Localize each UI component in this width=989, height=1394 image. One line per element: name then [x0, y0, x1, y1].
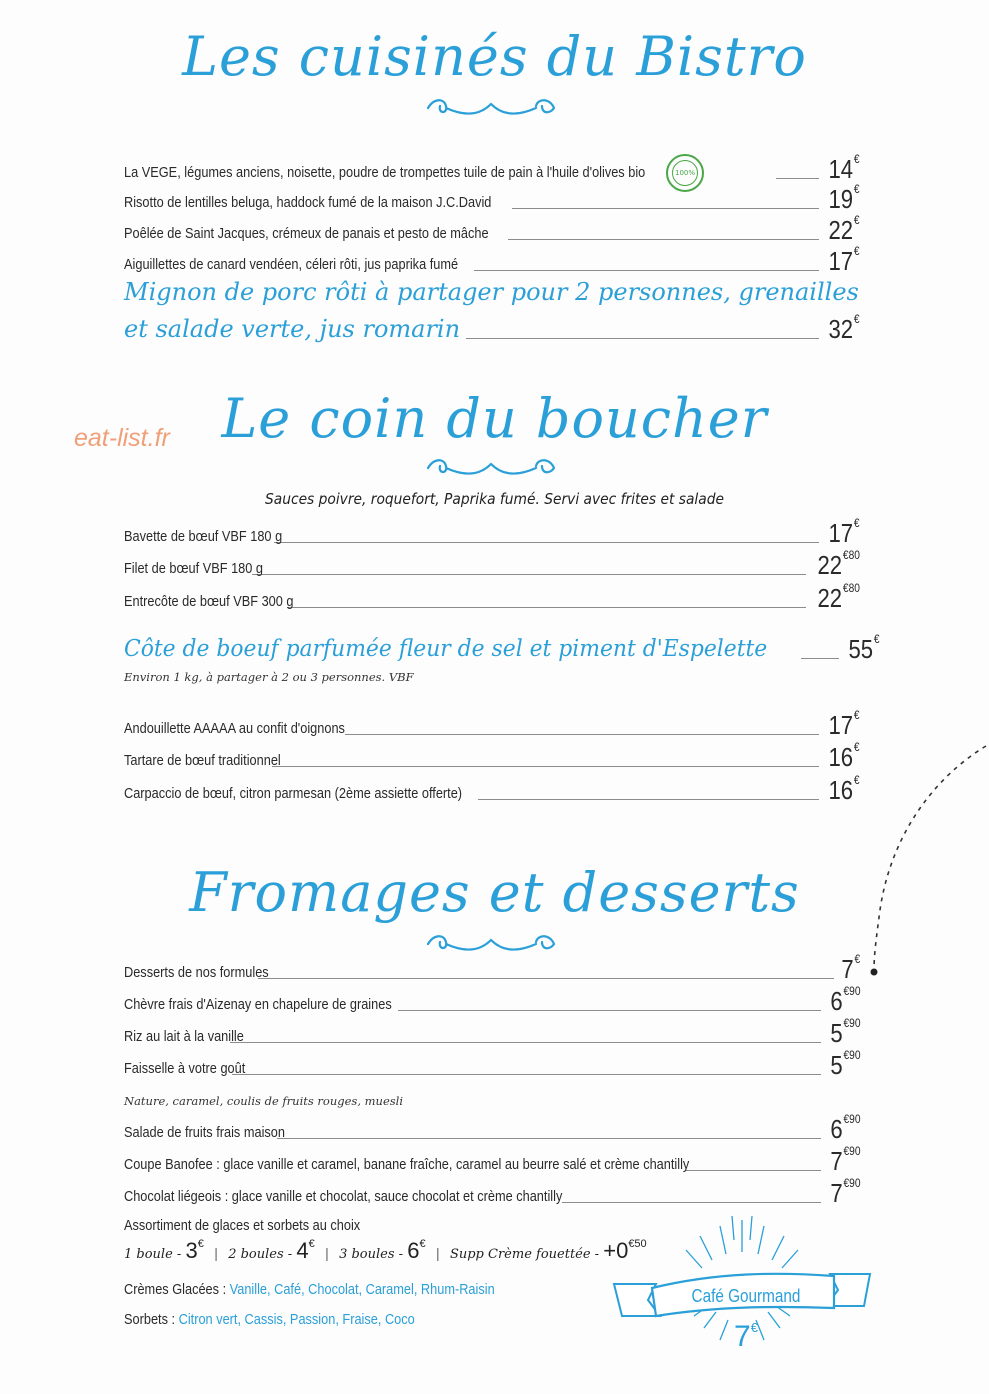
item-price: 22€	[828, 213, 860, 245]
leader-line	[287, 606, 806, 608]
flourish-divider	[424, 94, 558, 118]
dotted-curve-decoration	[860, 740, 989, 980]
item-price: $5^{€90}$	[829, 1048, 860, 1080]
flourish-divider	[424, 930, 558, 954]
item-name: Salade de fruits frais maison	[124, 1125, 285, 1142]
sorbets-line: Sorbets : Citron vert, Cassis, Passion, Fraise, Coco	[124, 1312, 415, 1328]
item-price: 17€	[828, 708, 860, 740]
menu-item	[124, 550, 860, 578]
item-name: Tartare de bœuf traditionnel	[124, 753, 281, 770]
item-price: $6^{€90}$	[829, 1112, 860, 1144]
item-name: Andouillette AAAAA au confit d'oignons	[124, 721, 345, 738]
menu-item	[124, 1114, 860, 1142]
section-title-desserts: Fromages et desserts	[189, 861, 800, 924]
item-name: Risotto de lentilles beluga, haddock fumé de la maison J.C.David	[124, 195, 492, 212]
menu-item	[124, 215, 860, 243]
leader-line	[562, 1201, 820, 1203]
flourish-divider	[424, 454, 558, 478]
leader-line	[258, 977, 833, 979]
leader-line	[478, 798, 819, 800]
item-note: Nature, caramel, coulis de fruits rouges, muesli	[124, 1094, 404, 1108]
leader-line	[508, 238, 819, 240]
ice-cream-pricing: 1 boule - 3€| 2 boules - 4€| 3 boules - 6€| Supp Crème fouettée - $+0^{€50}$	[124, 1238, 647, 1263]
menu-item	[124, 986, 860, 1014]
item-price: $22^{€80}$	[817, 581, 860, 613]
item-price: $22^{€80}$	[817, 548, 860, 580]
item-name: Chèvre frais d'Aizenay en chapelure de graines	[124, 997, 392, 1014]
menu-item	[124, 184, 860, 212]
featured-item	[124, 310, 860, 342]
item-price: $7^{€90}$	[829, 1144, 860, 1176]
item-name: La VEGE, légumes anciens, noisette, poudre de trompettes tuile de pain à l'huile d'olives bio	[124, 165, 646, 182]
section-subtitle: Sauces poivre, roquefort, Paprika fumé. Servi avec frites et salade	[265, 490, 724, 508]
menu-item	[124, 1146, 860, 1174]
leader-line	[776, 177, 819, 179]
leader-line	[686, 1169, 820, 1171]
leader-line	[398, 1009, 820, 1011]
cremes-glacees-line: Crèmes Glacées : Vanille, Café, Chocolat, Caramel, Rhum-Raisin	[124, 1282, 495, 1298]
leader-line	[252, 573, 806, 575]
item-name: Faisselle à votre goût	[124, 1061, 246, 1078]
leader-line	[272, 765, 819, 767]
featured-item	[124, 630, 880, 664]
leader-line	[277, 1137, 821, 1139]
item-price: 7€	[841, 952, 860, 984]
organic-badge-icon: 100%	[666, 154, 704, 192]
item-price: 17€	[828, 244, 860, 276]
menu-item	[124, 1178, 860, 1206]
item-name: Carpaccio de bœuf, citron parmesan (2ème assiette offerte)	[124, 786, 463, 803]
item-price: $5^{€90}$	[829, 1016, 860, 1048]
leader-line	[274, 541, 820, 543]
leader-line	[230, 1041, 820, 1043]
item-price: 16€	[828, 740, 860, 772]
watermark: eat-list.fr	[74, 424, 170, 452]
featured-item-line1: Mignon de porc rôti à partager pour 2 personnes, grenailles	[124, 278, 859, 306]
cafe-gourmand-price: 7€	[734, 1320, 758, 1353]
cafe-gourmand-label: Café Gourmand	[691, 1286, 801, 1306]
item-note: Environ 1 kg, à partager à 2 ou 3 personnes. VBF	[124, 670, 414, 684]
item-name: Chocolat liégeois : glace vanille et chocolat, sauce chocolat et crème chantilly	[124, 1189, 563, 1206]
item-name: Aiguillettes de canard vendéen, céleri rôti, jus paprika fumé	[124, 257, 459, 274]
item-price: 16€	[828, 773, 860, 805]
item-price: 32€	[828, 312, 860, 344]
menu-item	[124, 583, 860, 611]
item-name: Desserts de nos formules	[124, 965, 269, 982]
menu-item	[124, 710, 860, 738]
leader-line	[232, 1073, 821, 1075]
item-price: 19€	[828, 182, 860, 214]
item-name: Bavette de bœuf VBF 180 g	[124, 529, 283, 546]
featured-item-name: Côte de boeuf parfumée fleur de sel et piment d'Espelette	[124, 635, 768, 662]
menu-item	[124, 518, 860, 546]
menu-item	[124, 246, 860, 274]
menu-item	[124, 1018, 860, 1046]
featured-item-line2: et salade verte, jus romarin	[124, 314, 461, 343]
item-price: $6^{€90}$	[829, 984, 860, 1016]
item-name: Riz au lait à la vanille	[124, 1029, 244, 1046]
item-price: 55€	[848, 632, 880, 664]
leader-line	[474, 269, 820, 271]
menu-item	[124, 775, 860, 803]
menu-item	[124, 154, 860, 182]
menu-item	[124, 742, 860, 770]
item-name: Entrecôte de bœuf VBF 300 g	[124, 594, 294, 611]
leader-line	[801, 657, 839, 659]
item-name: Poêlée de Saint Jacques, crémeux de panais et pesto de mâche	[124, 226, 489, 243]
assortiment-heading: Assortiment de glaces et sorbets au choix	[124, 1218, 361, 1234]
section-title-boucher: Le coin du boucher	[221, 387, 768, 450]
item-name: Coupe Banofee : glace vanille et caramel, banane fraîche, caramel au beurre salé et crème chantilly	[124, 1157, 690, 1174]
leader-line	[512, 207, 820, 209]
item-price: 14€	[828, 152, 860, 184]
section-title-bistro: Les cuisinés du Bistro	[182, 25, 807, 88]
menu-item	[124, 954, 860, 982]
menu-item	[124, 1050, 860, 1078]
leader-line	[345, 733, 819, 735]
item-name: Filet de bœuf VBF 180 g	[124, 561, 264, 578]
leader-line	[466, 337, 819, 339]
item-price: 17€	[828, 516, 860, 548]
item-price: $7^{€90}$	[829, 1176, 860, 1208]
